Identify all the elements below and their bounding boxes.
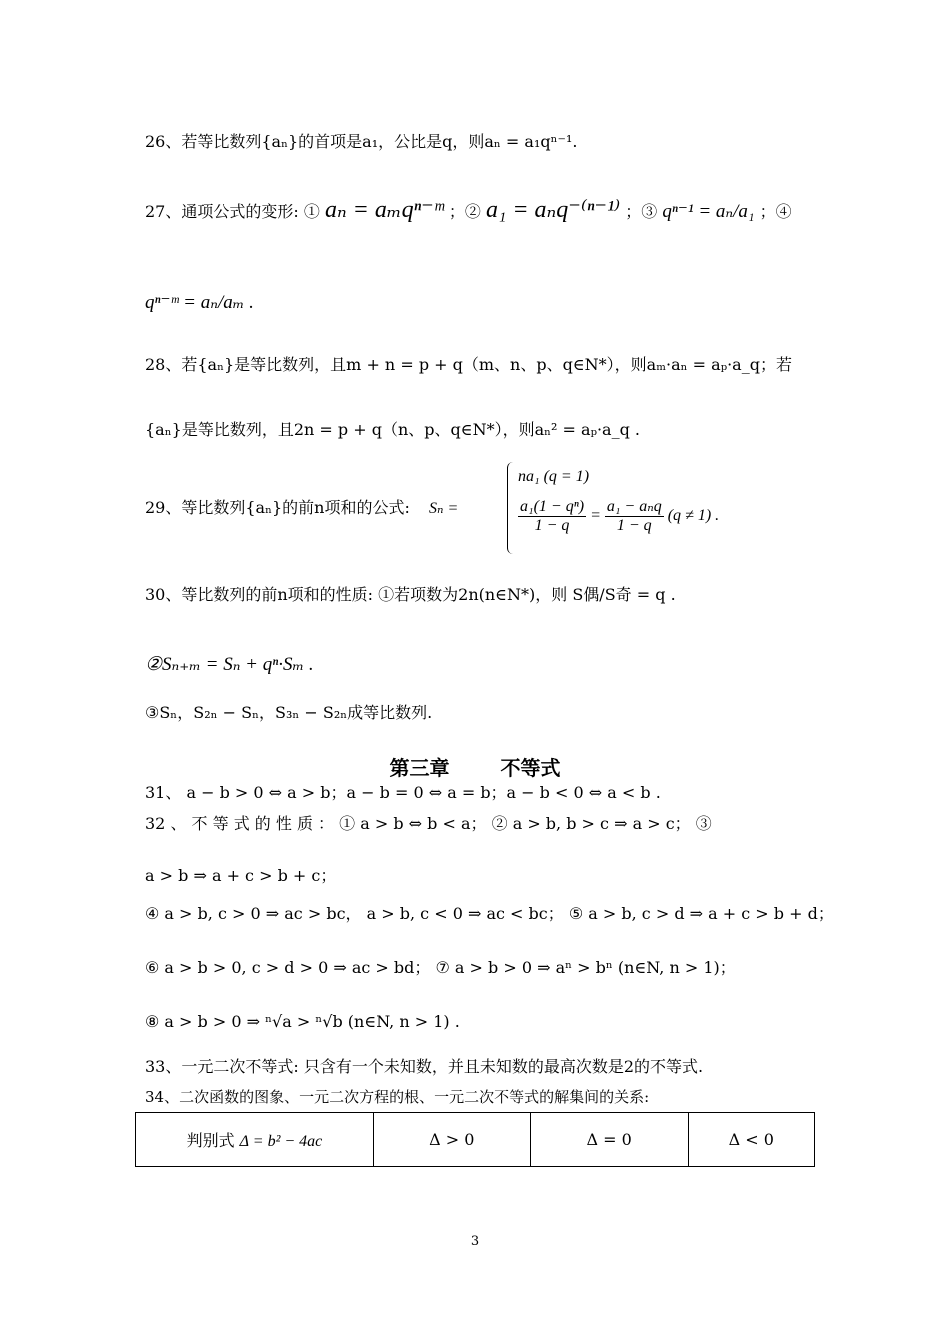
line-26: 26、若等比数列{aₙ}的首项是a₁，公比是q，则aₙ = a₁qⁿ⁻¹. <box>145 132 578 151</box>
sum-fraction-2 <box>605 498 664 535</box>
page-number: 3 <box>470 1234 480 1249</box>
line-30-2: ②Sₙ₊ₘ = Sₙ + qⁿ·Sₘ . <box>145 654 314 675</box>
line-33: 33、一元二次不等式: 只含有一个未知数，并且未知数的最高次数是2的不等式. <box>145 1057 704 1076</box>
chapter-heading <box>0 752 950 781</box>
sum-fraction-1-num: a₁(1 − qⁿ) <box>520 498 585 515</box>
formula-27-4: qⁿ⁻ᵐ = aₙ/aₘ . <box>145 292 254 313</box>
table-header-zero: Δ = 0 <box>530 1113 688 1167</box>
table-header-positive: Δ > 0 <box>373 1113 530 1167</box>
line-30: 30、等比数列的前n项和的性质: ①若项数为2n(n∈N*)，则 S偶/S奇 = q . <box>145 585 676 604</box>
sum-fraction-1-den: 1 − q <box>534 517 570 534</box>
line-29-text: 29、等比数列{aₙ}的前n项和的公式: <box>145 498 410 517</box>
line-27: 27、通项公式的变形: ① aₙ = aₘqⁿ⁻ᵐ ；② a₁ = aₙq⁻⁽ⁿ⁻¹⁾ ；③ qⁿ⁻¹ = aₙ/a₁ ；④ <box>145 197 792 223</box>
line-32-e: ⑧ a > b > 0 ⇒ ⁿ√a > ⁿ√b (n∈N, n > 1) . <box>145 1012 460 1031</box>
relation-table <box>135 1112 815 1167</box>
case-brace <box>507 462 516 554</box>
sum-case-1: na₁ (q = 1) <box>518 468 590 485</box>
discriminant-formula: Δ = b² − 4ac <box>239 1133 323 1150</box>
line-32-b: a > b ⇒ a + c > b + c； <box>145 866 337 885</box>
line-32-c: ④ a > b, c > 0 ⇒ ac > bc， a > b, c < 0 ⇒ ac < bc； ⑤ a > b, c > d ⇒ a + c > b + d； <box>145 904 834 923</box>
chapter-title: 不等式 <box>500 756 561 780</box>
sum-condition: (q ≠ 1) . <box>667 507 720 525</box>
discriminant-label: 判别式 <box>186 1131 235 1150</box>
sum-fraction-2-num: a₁ − aₙq <box>606 498 662 515</box>
line-30-3: ③Sₙ，S₂ₙ − Sₙ，S₃ₙ − S₂ₙ成等比数列. <box>145 703 433 722</box>
line-28-b: {aₙ}是等比数列，且2n = p + q（n、p、q∈N*），则aₙ² = aₚ·a_q . <box>145 420 641 439</box>
chapter-number: 第三章 <box>389 756 450 780</box>
table-header-discriminant <box>136 1113 374 1167</box>
line-28-a: 28、若{aₙ}是等比数列，且m + n = p + q（m、n、p、q∈N*），则aₘ·aₙ = aₚ·a_q；若 <box>145 355 792 374</box>
table-header-negative: Δ < 0 <box>688 1113 814 1167</box>
sum-symbol: Sₙ = <box>428 500 459 517</box>
formula-27-3: qⁿ⁻¹ = aₙ/a₁ <box>662 201 755 222</box>
line-32-d: ⑥ a > b > 0, c > d > 0 ⇒ ac > bd； ⑦ a > b > 0 ⇒ aⁿ > bⁿ (n∈N, n > 1)； <box>145 958 736 977</box>
table-row <box>136 1113 815 1167</box>
line-27-intro: 27、通项公式的变形: ① <box>145 202 320 221</box>
formula-27-1: aₙ = aₘqⁿ⁻ᵐ <box>324 197 444 223</box>
sum-fraction-1 <box>518 498 586 535</box>
sum-fraction-2-den: 1 − q <box>616 517 652 534</box>
formula-27-2: a₁ = aₙq⁻⁽ⁿ⁻¹⁾ <box>486 197 621 223</box>
line-32: 32 、 不 等 式 的 性 质 ： ① a > b ⇔ b < a； ② a > b, b > c ⇒ a > c； ③ <box>145 814 712 833</box>
line-34: 34、二次函数的图象、一元二次方程的根、一元二次不等式的解集间的关系: <box>145 1088 650 1106</box>
line-31: 31、 a − b > 0 ⇔ a > b；a − b = 0 ⇔ a = b；a − b < 0 ⇔ a < b . <box>145 783 661 802</box>
